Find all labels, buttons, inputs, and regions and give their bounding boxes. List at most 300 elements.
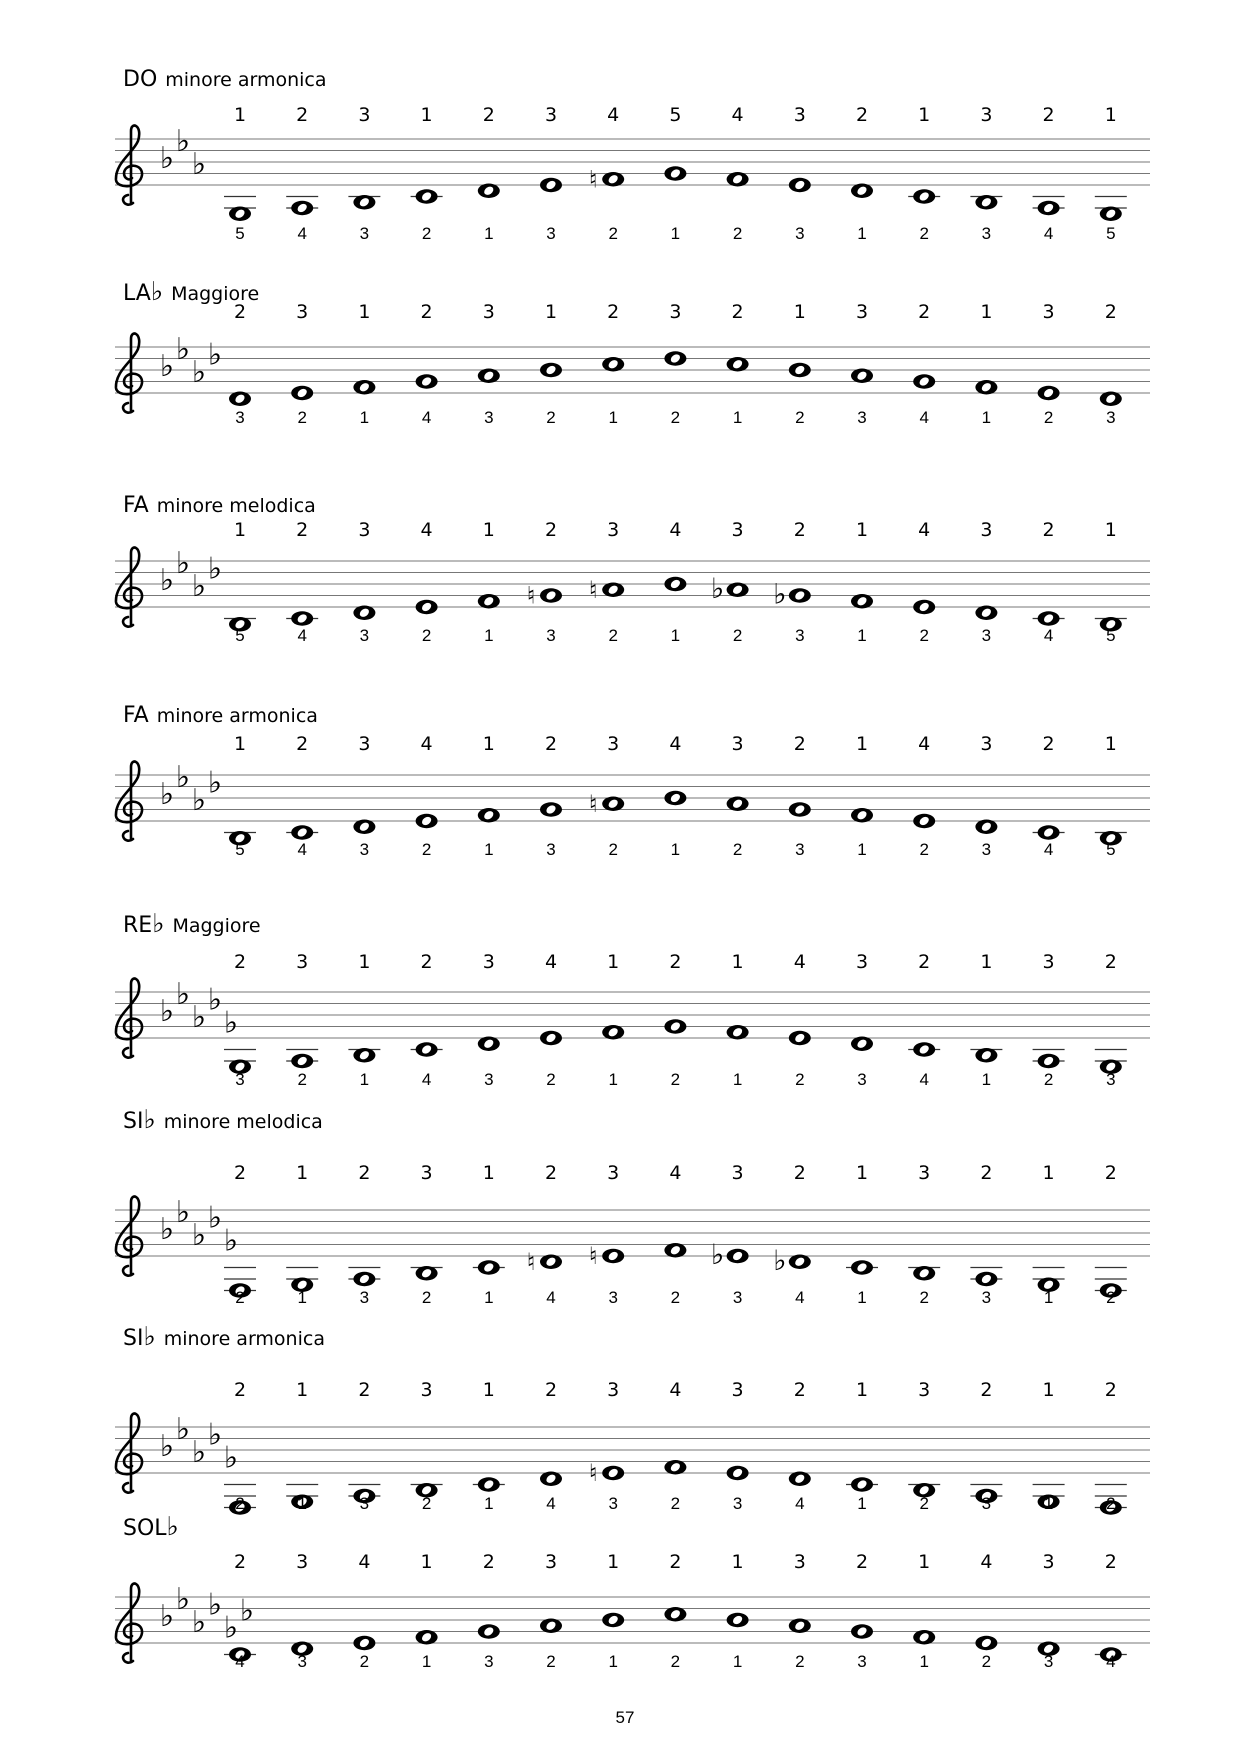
key-flat-icon: ♭	[159, 1429, 175, 1464]
finger-number: 2	[855, 1551, 869, 1573]
finger-number: 1	[1042, 1162, 1055, 1184]
key-flat-icon: ♭	[159, 1212, 175, 1247]
whole-note	[602, 357, 624, 371]
scale-name-flat: ♭	[150, 277, 164, 307]
finger-number: 2	[1106, 1494, 1116, 1513]
fingering-bottom	[235, 840, 1115, 859]
finger-number: 4	[297, 840, 307, 859]
finger-number: 1	[233, 519, 247, 541]
finger-number: 3	[359, 1494, 370, 1513]
finger-number: 4	[607, 104, 620, 126]
whole-note	[851, 1624, 873, 1638]
finger-number: 3	[546, 224, 556, 243]
whole-note	[416, 1630, 438, 1644]
finger-number: 2	[1043, 408, 1054, 427]
finger-number: 3	[358, 519, 371, 541]
finger-number: 1	[482, 1162, 495, 1184]
finger-number: 1	[919, 1652, 929, 1671]
finger-number: 1	[296, 1162, 309, 1184]
whole-note	[913, 374, 935, 388]
finger-number: 2	[421, 1288, 432, 1307]
finger-number: 2	[1104, 1162, 1117, 1184]
finger-number: 1	[544, 301, 558, 323]
treble-clef-icon	[116, 126, 142, 205]
whole-note	[540, 802, 562, 816]
key-signature	[160, 1412, 238, 1476]
finger-number: 3	[981, 1494, 992, 1513]
finger-number: 3	[857, 1070, 867, 1089]
finger-number: 2	[1042, 519, 1055, 541]
key-flat-icon: ♭	[191, 1217, 207, 1253]
key-flat-icon: ♭	[223, 1223, 239, 1259]
whole-note	[353, 1636, 375, 1650]
whole-note	[789, 1619, 811, 1633]
whole-note	[478, 808, 500, 822]
whole-note	[348, 1268, 380, 1287]
whole-note	[851, 594, 873, 608]
finger-number: 1	[482, 1379, 495, 1401]
fingering-bottom	[235, 626, 1115, 645]
finger-number: 1	[233, 104, 247, 126]
whole-note	[527, 1248, 562, 1276]
finger-number: 1	[855, 1379, 869, 1401]
finger-number: 4	[297, 626, 307, 645]
finger-number: 1	[359, 408, 370, 427]
finger-number: 2	[919, 224, 929, 243]
finger-number: 2	[297, 1070, 307, 1089]
finger-number: 2	[358, 1162, 371, 1184]
key-flat-icon: ♭	[207, 765, 223, 801]
whole-note	[851, 808, 873, 822]
finger-number: 2	[607, 301, 620, 323]
finger-number: 2	[546, 408, 556, 427]
finger-number: 2	[297, 408, 307, 427]
finger-number: 2	[421, 224, 432, 243]
finger-number: 1	[981, 1070, 992, 1089]
finger-number: 4	[669, 519, 682, 541]
finger-number: 2	[670, 1652, 681, 1671]
whole-note	[975, 820, 997, 834]
key-signature	[160, 977, 238, 1041]
scale-5	[115, 909, 1150, 1089]
treble-clef-icon	[116, 548, 142, 627]
finger-number: 2	[1043, 1070, 1054, 1089]
finger-number: 2	[233, 301, 247, 323]
natural-accidental-icon: ♮	[588, 575, 598, 604]
key-flat-icon: ♭	[223, 1440, 239, 1476]
finger-number: 3	[981, 626, 992, 645]
key-flat-icon: ♭	[159, 994, 175, 1029]
finger-number: 3	[793, 1551, 806, 1573]
finger-number: 4	[795, 1494, 805, 1513]
finger-number: 2	[420, 301, 433, 323]
finger-number: 4	[1106, 1652, 1116, 1671]
whole-note	[727, 357, 749, 371]
finger-number: 1	[607, 1551, 620, 1573]
whole-note	[913, 814, 935, 828]
whole-note	[913, 600, 935, 614]
finger-number: 3	[918, 1379, 931, 1401]
key-flat-icon: ♭	[175, 759, 191, 795]
scale-3	[115, 493, 1150, 645]
finger-number: 1	[857, 1494, 867, 1513]
finger-number: 3	[544, 104, 558, 126]
whole-note	[789, 1472, 811, 1486]
finger-number: 1	[1043, 1494, 1054, 1513]
key-flat-icon: ♭	[191, 782, 207, 818]
finger-number: 5	[235, 224, 245, 243]
finger-number: 2	[670, 1494, 681, 1513]
finger-number: 3	[358, 104, 371, 126]
finger-number: 4	[297, 224, 307, 243]
whole-note	[353, 606, 375, 620]
scale-6	[115, 1105, 1150, 1307]
page-number: 57	[615, 1708, 635, 1727]
scale-quality: Maggiore	[172, 915, 261, 937]
whole-note	[1095, 197, 1127, 221]
notes	[229, 351, 1122, 406]
fingering-bottom	[235, 408, 1115, 427]
finger-number: 2	[235, 1494, 245, 1513]
finger-number: 4	[1043, 840, 1054, 859]
finger-number: 3	[546, 840, 556, 859]
finger-number: 1	[670, 626, 681, 645]
finger-number: 5	[1106, 626, 1116, 645]
finger-number: 4	[918, 733, 931, 755]
scale-quality: minore melodica	[163, 1111, 323, 1133]
whole-note	[1033, 611, 1065, 625]
whole-note	[970, 195, 1002, 209]
natural-accidental-icon: ♮	[588, 165, 598, 194]
finger-number: 2	[670, 408, 681, 427]
whole-note	[589, 165, 624, 193]
finger-number: 3	[420, 1379, 433, 1401]
finger-number: 2	[1104, 1379, 1117, 1401]
whole-note	[908, 1266, 940, 1280]
whole-note	[602, 1025, 624, 1039]
finger-number: 2	[233, 1162, 247, 1184]
finger-number: 4	[731, 104, 744, 126]
scale-4	[115, 703, 1150, 859]
finger-number: 1	[857, 626, 867, 645]
scale-name: SI	[123, 1109, 144, 1134]
scale-name: FA	[123, 703, 149, 728]
finger-number: 2	[918, 301, 931, 323]
finger-number: 4	[544, 951, 558, 973]
scale-quality: minore armonica	[163, 1328, 325, 1350]
whole-note	[416, 600, 438, 614]
flat-accidental-icon: ♭	[710, 571, 725, 605]
whole-note	[1033, 1050, 1065, 1069]
finger-number: 1	[359, 1070, 370, 1089]
finger-number: 4	[546, 1494, 556, 1513]
finger-number: 2	[544, 519, 558, 541]
whole-note	[1038, 386, 1060, 400]
finger-number: 4	[420, 519, 433, 541]
finger-number: 3	[731, 519, 744, 541]
key-flat-icon: ♭	[159, 777, 175, 812]
fingering-bottom	[235, 1494, 1115, 1513]
staff	[115, 1210, 1150, 1256]
fingering-bottom	[235, 1288, 1115, 1307]
finger-number: 2	[544, 1162, 558, 1184]
finger-number: 2	[359, 1652, 370, 1671]
finger-number: 2	[482, 104, 495, 126]
whole-note	[664, 1607, 686, 1621]
notes	[224, 1019, 1127, 1074]
whole-note	[416, 814, 438, 828]
finger-number: 2	[981, 1652, 992, 1671]
treble-clef-icon	[116, 334, 142, 413]
whole-note	[291, 386, 313, 400]
whole-note	[589, 1459, 624, 1487]
key-flat-icon: ♭	[207, 551, 223, 587]
finger-number: 2	[546, 1652, 556, 1671]
finger-number: 1	[857, 1288, 867, 1307]
finger-number: 2	[795, 1070, 805, 1089]
finger-number: 2	[546, 1070, 556, 1089]
key-flat-icon: ♭	[207, 337, 223, 373]
finger-number: 4	[546, 1288, 556, 1307]
scale-7	[115, 1322, 1150, 1515]
finger-number: 1	[855, 733, 869, 755]
finger-number: 1	[732, 408, 743, 427]
finger-number: 2	[420, 951, 433, 973]
finger-number: 3	[607, 1379, 620, 1401]
scale-title	[123, 493, 316, 518]
key-flat-icon: ♭	[191, 1434, 207, 1470]
finger-number: 1	[918, 104, 931, 126]
finger-number: 1	[1043, 1288, 1054, 1307]
whole-note	[711, 572, 749, 605]
finger-number: 2	[795, 408, 805, 427]
finger-number: 4	[669, 733, 682, 755]
finger-number: 2	[608, 626, 618, 645]
key-flat-icon: ♭	[191, 999, 207, 1035]
finger-number: 2	[1042, 104, 1055, 126]
finger-number: 3	[795, 840, 805, 859]
finger-number: 4	[669, 1379, 682, 1401]
finger-number: 3	[857, 1652, 867, 1671]
whole-note	[589, 576, 624, 604]
natural-accidental-icon: ♮	[588, 1242, 598, 1270]
whole-note	[913, 1630, 935, 1644]
finger-number: 3	[420, 1162, 433, 1184]
whole-note	[411, 189, 443, 203]
staff	[115, 992, 1150, 1038]
scale-2	[115, 277, 1150, 427]
key-flat-icon: ♭	[207, 1417, 223, 1453]
key-flat-icon: ♭	[175, 976, 191, 1012]
fingering-top	[234, 951, 1117, 973]
key-flat-icon: ♭	[159, 141, 175, 176]
finger-number: 3	[296, 1551, 309, 1573]
finger-number: 2	[233, 1551, 247, 1573]
finger-number: 4	[919, 408, 929, 427]
whole-note	[527, 582, 562, 610]
finger-number: 2	[421, 626, 432, 645]
finger-number: 1	[608, 408, 618, 427]
whole-note	[473, 1260, 505, 1274]
key-signature	[160, 1582, 254, 1646]
finger-number: 1	[1042, 1379, 1055, 1401]
finger-number: 1	[731, 1551, 744, 1573]
whole-note	[664, 1019, 686, 1033]
finger-number: 1	[857, 224, 867, 243]
key-flat-icon: ♭	[223, 1005, 239, 1041]
finger-number: 2	[919, 1288, 929, 1307]
natural-accidental-icon: ♮	[526, 1247, 536, 1276]
scale-8	[115, 1512, 1150, 1671]
scale-name-flat: ♭	[143, 1105, 156, 1135]
finger-number: 1	[420, 104, 433, 126]
key-signature	[160, 1195, 238, 1259]
whole-note	[970, 1268, 1002, 1287]
finger-number: 1	[482, 733, 495, 755]
scale-title	[123, 1512, 179, 1542]
staff	[115, 561, 1150, 607]
finger-number: 2	[1104, 301, 1117, 323]
whole-note	[789, 178, 811, 192]
finger-number: 2	[980, 1162, 993, 1184]
key-flat-icon: ♭	[159, 1599, 175, 1634]
finger-number: 3	[793, 104, 806, 126]
whole-note	[229, 392, 251, 406]
whole-note	[773, 1244, 811, 1277]
finger-number: 1	[484, 1494, 494, 1513]
finger-number: 2	[1106, 1288, 1116, 1307]
finger-number: 2	[793, 733, 806, 755]
finger-number: 2	[793, 519, 806, 541]
key-flat-icon: ♭	[207, 1587, 223, 1623]
whole-note	[540, 178, 562, 192]
finger-number: 1	[608, 1652, 618, 1671]
finger-number: 2	[732, 626, 743, 645]
fingering-bottom	[235, 224, 1115, 243]
whole-note	[851, 1037, 873, 1051]
finger-number: 4	[795, 1288, 805, 1307]
finger-number: 4	[919, 1070, 929, 1089]
scale-name: LA	[123, 281, 151, 306]
treble-clef-icon	[116, 1197, 142, 1276]
fingering-bottom	[235, 1652, 1115, 1671]
scale-title	[123, 67, 327, 92]
finger-number: 1	[484, 626, 494, 645]
finger-number: 2	[855, 104, 869, 126]
whole-note	[478, 1037, 500, 1051]
finger-number: 2	[669, 951, 682, 973]
finger-number: 3	[980, 104, 993, 126]
whole-note	[478, 1624, 500, 1638]
natural-accidental-icon: ♮	[588, 789, 598, 818]
finger-number: 2	[732, 840, 743, 859]
whole-note	[851, 369, 873, 383]
key-flat-icon: ♭	[175, 123, 191, 159]
finger-number: 3	[607, 519, 620, 541]
finger-number: 4	[420, 733, 433, 755]
finger-number: 3	[359, 626, 370, 645]
finger-number: 2	[1104, 951, 1117, 973]
fingering-top	[234, 104, 1117, 126]
whole-note	[478, 369, 500, 383]
finger-number: 3	[482, 301, 495, 323]
finger-number: 3	[731, 733, 744, 755]
finger-number: 2	[233, 1379, 247, 1401]
finger-number: 3	[918, 1162, 931, 1184]
key-flat-icon: ♭	[175, 1411, 191, 1447]
whole-note	[664, 1460, 686, 1474]
finger-number: 1	[855, 519, 869, 541]
finger-number: 3	[980, 733, 993, 755]
finger-number: 2	[918, 951, 931, 973]
finger-number: 4	[235, 1652, 245, 1671]
key-flat-icon: ♭	[175, 331, 191, 367]
finger-number: 3	[981, 1288, 992, 1307]
finger-number: 4	[358, 1551, 371, 1573]
scale-name: SI	[123, 1326, 144, 1351]
finger-number: 2	[608, 840, 618, 859]
treble-clef-icon	[116, 762, 142, 841]
finger-number: 1	[793, 301, 806, 323]
whole-note	[540, 1619, 562, 1633]
treble-clef-icon	[116, 1584, 142, 1663]
scale-title	[123, 1322, 325, 1352]
scale-1	[115, 67, 1150, 243]
whole-note	[1100, 392, 1122, 406]
finger-number: 1	[296, 1379, 309, 1401]
finger-number: 5	[235, 840, 245, 859]
whole-note	[908, 189, 940, 203]
finger-number: 2	[1042, 733, 1055, 755]
finger-number: 3	[484, 408, 494, 427]
finger-number: 3	[980, 519, 993, 541]
finger-number: 2	[793, 1379, 806, 1401]
finger-number: 5	[235, 626, 245, 645]
key-flat-icon: ♭	[191, 568, 207, 604]
finger-number: 5	[1106, 840, 1116, 859]
finger-number: 1	[358, 301, 371, 323]
whole-note	[789, 802, 811, 816]
finger-number: 1	[918, 1551, 931, 1573]
finger-number: 1	[670, 840, 681, 859]
finger-number: 3	[981, 840, 992, 859]
key-flat-icon: ♭	[175, 1194, 191, 1230]
finger-number: 1	[981, 408, 992, 427]
key-flat-icon: ♭	[207, 982, 223, 1018]
finger-number: 2	[482, 1551, 495, 1573]
finger-number: 2	[919, 626, 929, 645]
finger-number: 1	[857, 840, 867, 859]
whole-note	[478, 594, 500, 608]
whole-note	[540, 1472, 562, 1486]
finger-number: 2	[233, 951, 247, 973]
finger-number: 4	[1043, 626, 1054, 645]
finger-number: 2	[421, 1494, 432, 1513]
whole-note	[664, 166, 686, 180]
finger-number: 3	[1106, 408, 1116, 427]
finger-number: 3	[607, 733, 620, 755]
whole-note	[789, 1031, 811, 1045]
finger-number: 3	[608, 1494, 618, 1513]
finger-number: 4	[793, 951, 806, 973]
whole-note	[473, 1477, 505, 1491]
finger-number: 4	[918, 519, 931, 541]
key-flat-icon: ♭	[191, 146, 207, 182]
finger-number: 3	[855, 951, 869, 973]
whole-note	[589, 1242, 624, 1270]
scale-title	[123, 909, 261, 939]
scale-name: RE	[123, 913, 153, 938]
